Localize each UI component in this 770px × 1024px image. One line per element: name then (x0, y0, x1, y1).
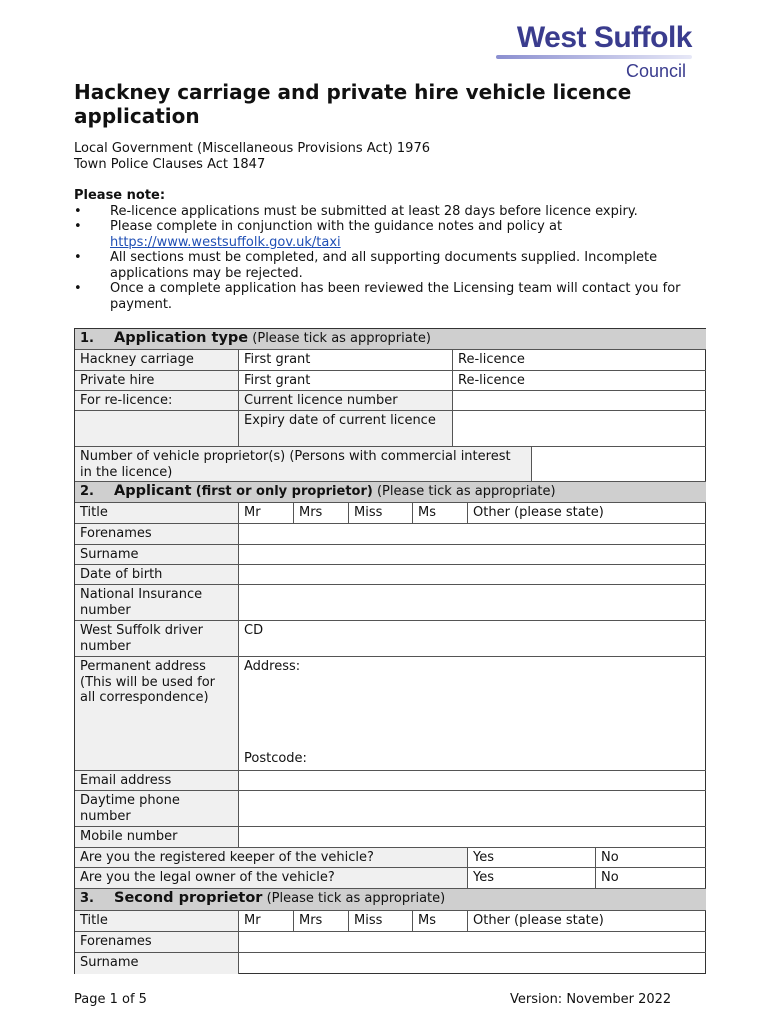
section-1-title: Application type (114, 330, 249, 346)
page-number: Page 1 of 5 (74, 992, 147, 1007)
version: Version: November 2022 (510, 992, 672, 1007)
note-item: • All sections must be completed, and all supporting documents supplied. Incomplete applications may be rejected. (74, 250, 704, 281)
note-list (74, 204, 704, 313)
second-title-mrs[interactable]: Mrs (294, 911, 349, 932)
second-forenames-label: Forenames (75, 932, 239, 953)
expiry-date-field[interactable] (453, 411, 706, 447)
surname-field[interactable] (239, 545, 706, 565)
registered-keeper-no[interactable]: No (596, 848, 706, 868)
application-form (74, 328, 706, 974)
legal-owner-label: Are you the legal owner of the vehicle? (75, 868, 468, 889)
logo-main-text: West Suffolk (516, 21, 692, 54)
for-relicence-label: For re-licence: (75, 391, 239, 411)
legal-owner-no[interactable]: No (596, 868, 706, 889)
email-field[interactable] (239, 771, 706, 791)
forenames-label: Forenames (75, 524, 239, 545)
please-note (74, 188, 704, 312)
second-surname-label: Surname (75, 953, 239, 974)
ni-label: National Insurance number (75, 585, 239, 621)
logo-sub-text: Council (625, 61, 686, 81)
proprietors-field[interactable] (532, 447, 706, 482)
note-item: • Once a complete application has been reviewed the Licensing team will contact you for payment. (74, 281, 704, 312)
driver-number-field[interactable]: CD (239, 621, 706, 657)
title-label: Title (75, 503, 239, 524)
hackney-relicence[interactable]: Re-licence (453, 350, 706, 371)
dob-label: Date of birth (75, 565, 239, 585)
title-other[interactable]: Other (please state) (468, 503, 706, 524)
act-1: Local Government (Miscellaneous Provisions Act) 1976 (74, 141, 430, 156)
private-hire-label: Private hire (75, 371, 239, 391)
address-label: Permanent address (This will be used for all correspondence) (75, 657, 239, 771)
logo-swoosh (496, 55, 692, 59)
forenames-field[interactable] (239, 524, 706, 545)
page-title: Hackney carriage and private hire vehicle licence application (74, 80, 632, 128)
address-caption: Address: (244, 659, 301, 674)
driver-number-label: West Suffolk driver number (75, 621, 239, 657)
registered-keeper-label: Are you the registered keeper of the vehicle? (75, 848, 468, 868)
legal-owner-yes[interactable]: Yes (468, 868, 596, 889)
second-surname-field[interactable] (239, 953, 706, 974)
mobile-field[interactable] (239, 827, 706, 848)
second-title-label: Title (75, 911, 239, 932)
note-item: • Re-licence applications must be submitted at least 28 days before licence expiry. (74, 204, 704, 220)
hackney-label: Hackney carriage (75, 350, 239, 371)
acts (74, 141, 430, 173)
second-title-ms[interactable]: Ms (413, 911, 468, 932)
email-label: Email address (75, 771, 239, 791)
surname-label: Surname (75, 545, 239, 565)
title-ms[interactable]: Ms (413, 503, 468, 524)
daytime-phone-field[interactable] (239, 791, 706, 827)
proprietors-label: Number of vehicle proprietor(s) (Persons with commercial interest in the licence) (75, 447, 532, 482)
act-2: Town Police Clauses Act 1847 (74, 157, 266, 172)
registered-keeper-yes[interactable]: Yes (468, 848, 596, 868)
second-title-mr[interactable]: Mr (239, 911, 294, 932)
second-title-miss[interactable]: Miss (349, 911, 413, 932)
ni-field[interactable] (239, 585, 706, 621)
daytime-phone-label: Daytime phone number (75, 791, 239, 827)
second-title-other[interactable]: Other (please state) (468, 911, 706, 932)
note-heading: Please note: (74, 188, 166, 203)
hackney-first-grant[interactable]: First grant (239, 350, 453, 371)
note-item: • Please complete in conjunction with the guidance notes and policy at https://www.westsuffolk.gov.uk/taxi (74, 219, 704, 250)
section-1-header: 1. Application type (Please tick as appropriate) (75, 329, 706, 350)
council-logo (496, 22, 692, 81)
section-3-header: 3. Second proprietor (Please tick as appropriate) (75, 889, 706, 911)
section-2-title: Applicant (114, 483, 192, 499)
section-3-title: Second proprietor (114, 890, 263, 906)
postcode-caption: Postcode: (244, 751, 307, 766)
title-miss[interactable]: Miss (349, 503, 413, 524)
title-mrs[interactable]: Mrs (294, 503, 349, 524)
address-field[interactable] (239, 657, 706, 771)
taxi-link[interactable]: https://www.westsuffolk.gov.uk/taxi (110, 234, 341, 250)
private-hire-first-grant[interactable]: First grant (239, 371, 453, 391)
dob-field[interactable] (239, 565, 706, 585)
current-licence-number-label: Current licence number (239, 391, 453, 411)
current-licence-number-field[interactable] (453, 391, 706, 411)
title-mr[interactable]: Mr (239, 503, 294, 524)
mobile-label: Mobile number (75, 827, 239, 848)
private-hire-relicence[interactable]: Re-licence (453, 371, 706, 391)
section-2-header: 2. Applicant (first or only proprietor) (Please tick as appropriate) (75, 482, 706, 503)
second-forenames-field[interactable] (239, 932, 706, 953)
expiry-date-label: Expiry date of current licence (239, 411, 453, 447)
blank-label-cell (75, 411, 239, 447)
